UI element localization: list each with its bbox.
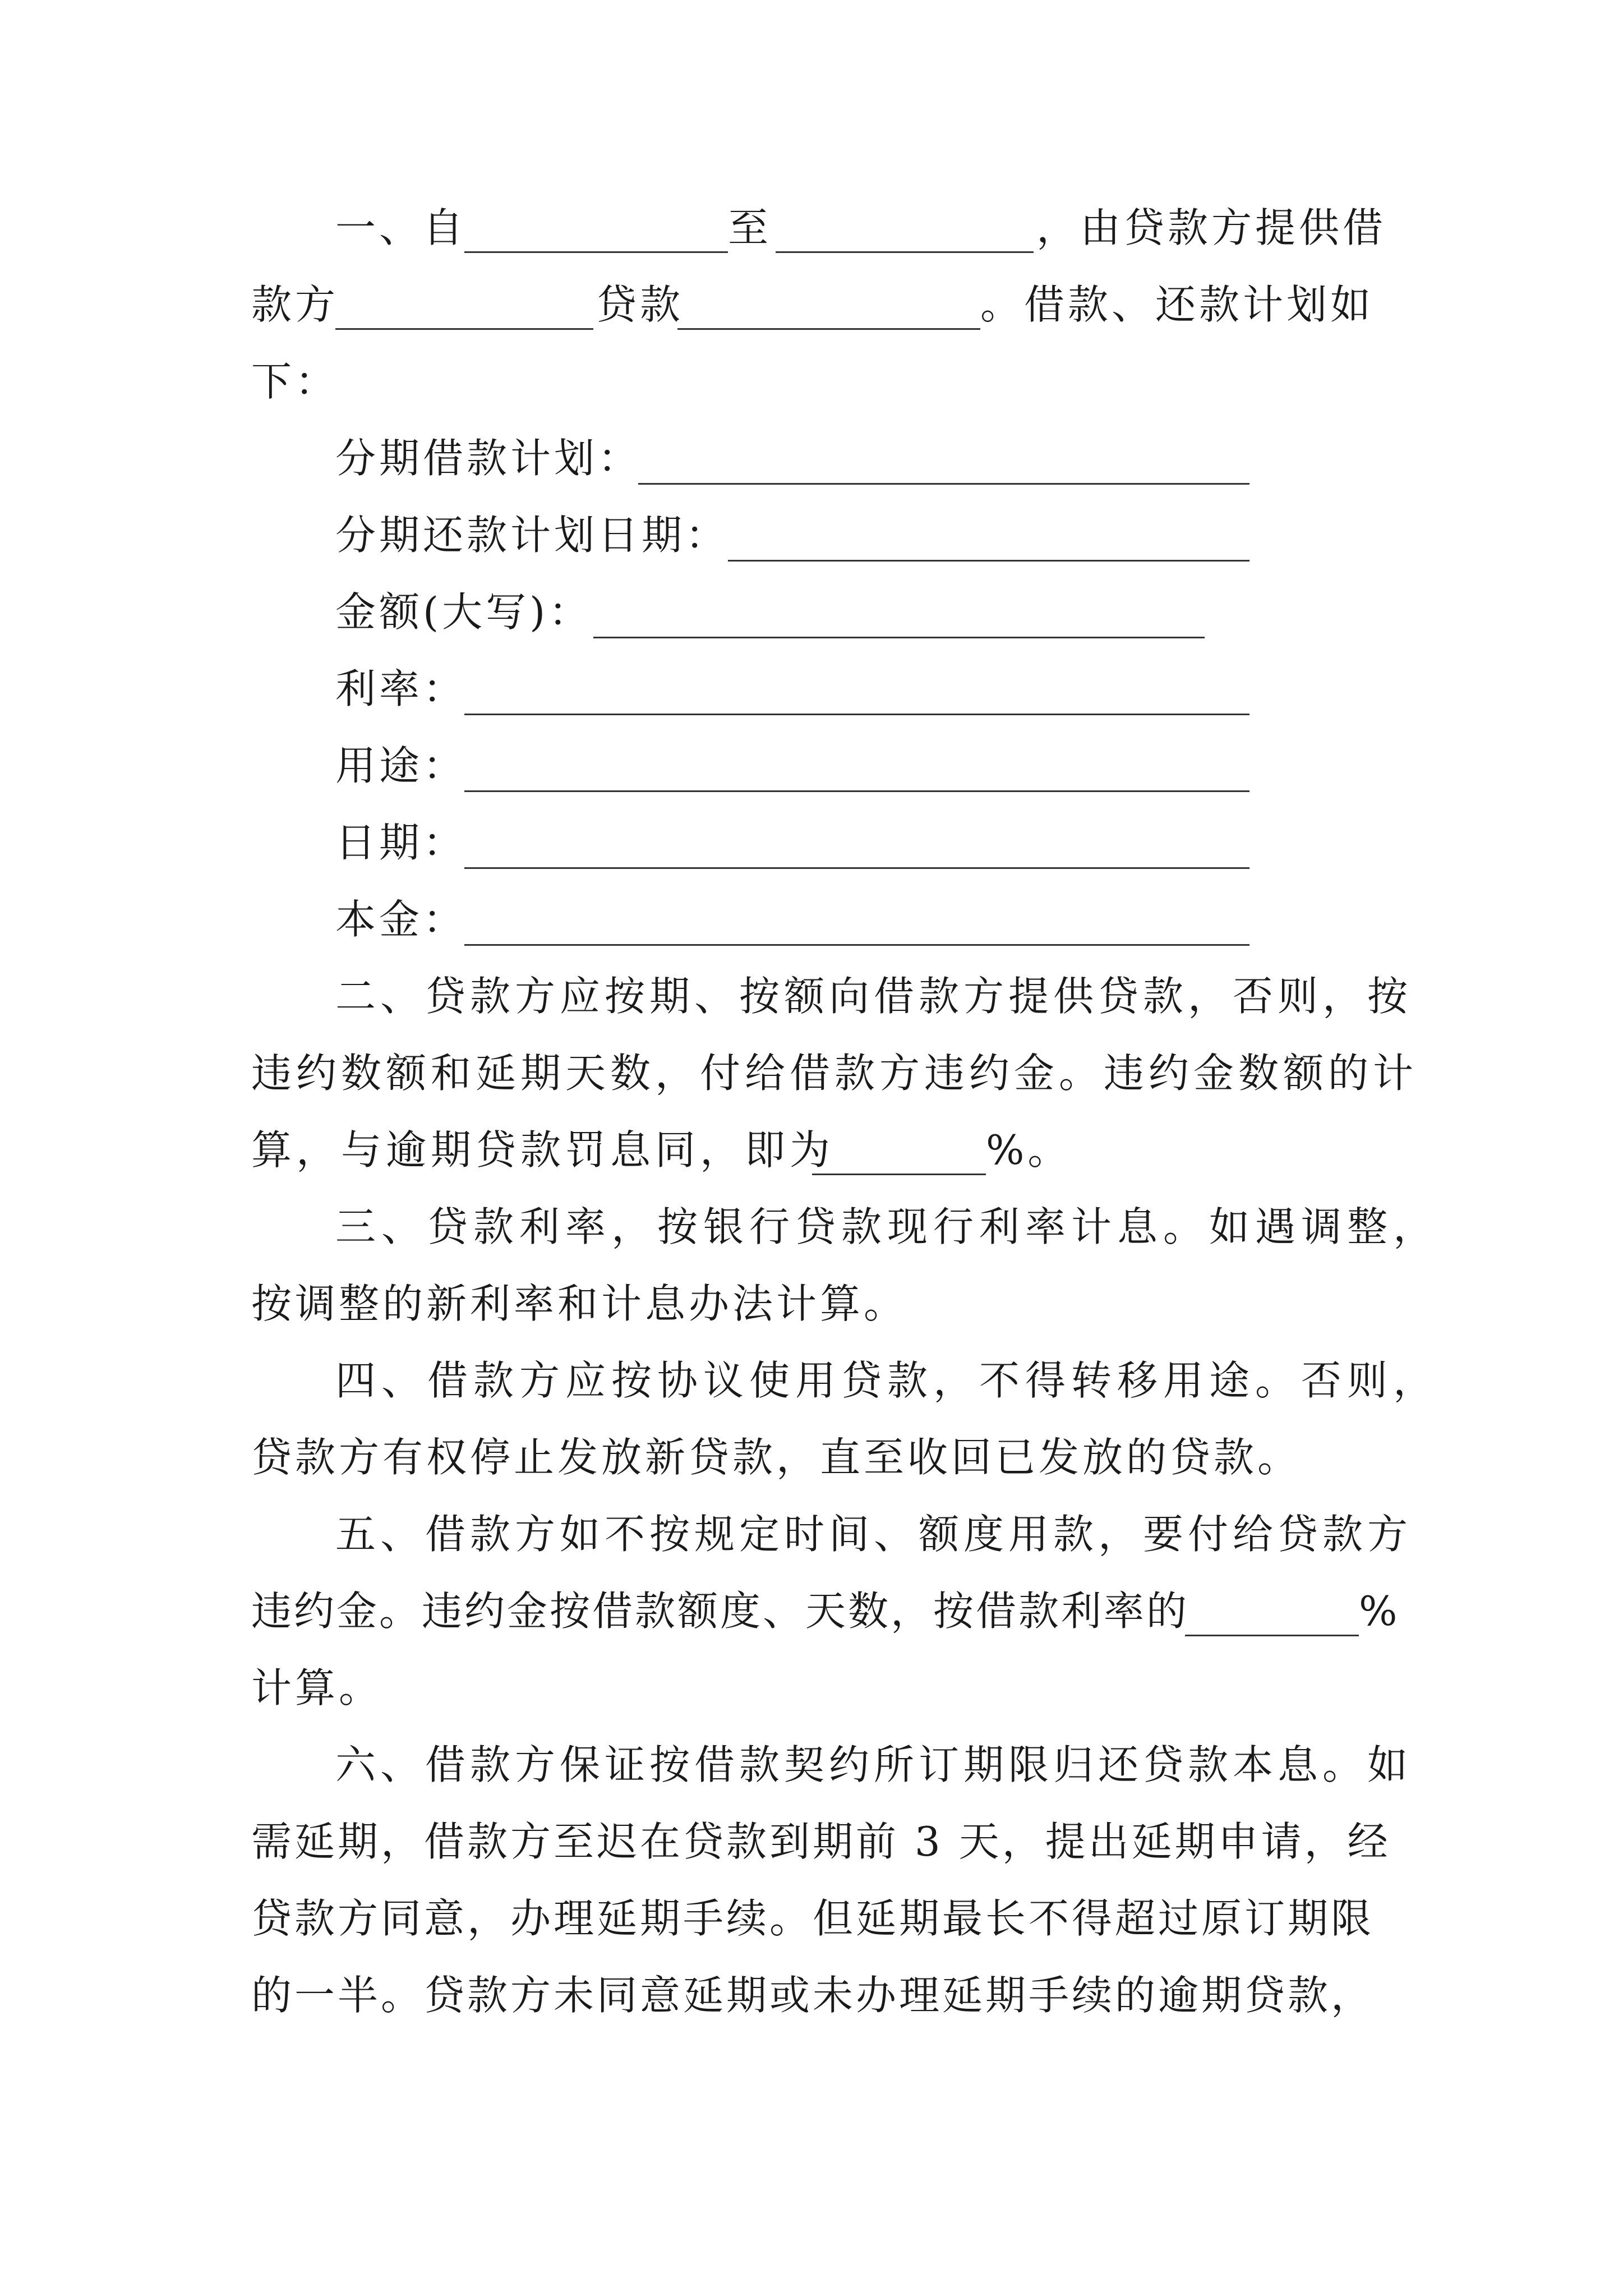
document-page [251, 190, 1440, 2034]
clause-1-text-f: 。借款、还款计划如 [980, 281, 1375, 328]
clause-2-text-3a: 算，与逾期贷款罚息同，即为 [251, 1126, 835, 1174]
clause-5-text-3: 计算。 [251, 1664, 383, 1711]
clause-5-line-1 [251, 1496, 1413, 1573]
clause-6-line-3 [251, 1880, 1384, 1957]
clause-1-text-c: ，由贷款方提供借 [1036, 204, 1387, 251]
end-date-blank[interactable] [776, 251, 1034, 253]
clause-5-text-1: 五、借款方如不按规定时间、额度用款，要付给贷款方 [335, 1511, 1413, 1558]
clause-5-text-2b: % [1359, 1588, 1401, 1635]
field-amount-uppercase [251, 574, 1384, 651]
principal-blank[interactable] [464, 944, 1249, 946]
field-label: 本金： [335, 896, 467, 943]
clause-1-line-3 [251, 343, 1384, 420]
clause-3-text-1: 三、贷款利率，按银行贷款现行利率计息。如遇调整， [335, 1203, 1440, 1250]
interest-rate-blank[interactable] [464, 714, 1249, 715]
field-label: 用途： [335, 742, 467, 789]
clause-6-line-2 [251, 1803, 1391, 1880]
installment-plan-blank[interactable] [638, 483, 1249, 485]
clause-1-text-e: 贷款 [596, 281, 684, 328]
clause-3-line-1 [251, 1189, 1440, 1266]
clause-2-line-2 [251, 1035, 1418, 1112]
clause-6-line-4 [251, 1957, 1384, 2034]
clause-6-text-2: 需延期，借款方至迟在贷款到期前 3 天，提出延期申请，经 [251, 1818, 1391, 1865]
start-date-blank[interactable] [464, 251, 728, 253]
clause-3-line-2 [251, 1266, 1384, 1342]
clause-6-text-3: 贷款方同意，办理延期手续。但延期最长不得超过原订期限 [251, 1895, 1375, 1942]
field-repayment-date [251, 497, 1384, 574]
clause-6-text-1: 六、借款方保证按借款契约所订期限归还贷款本息。如 [335, 1741, 1413, 1788]
clause-6-text-4: 的一半。贷款方未同意延期或未办理延期手续的逾期贷款， [251, 1972, 1375, 2019]
clause-5-line-3 [251, 1650, 1384, 1727]
amount-uppercase-blank[interactable] [593, 637, 1205, 638]
purpose-blank[interactable] [464, 790, 1249, 792]
clause-2-text-3b: %。 [986, 1126, 1072, 1174]
field-installment-plan [251, 420, 1384, 497]
clause-5-line-2 [251, 1573, 1401, 1650]
clause-1-text-b: 至 [728, 204, 772, 251]
clause-3-text-2: 按调整的新利率和计息办法计算。 [251, 1280, 908, 1327]
clause-2-line-1 [251, 958, 1413, 1035]
penalty-rate-blank[interactable] [812, 1174, 986, 1175]
clause-1-text-d: 款方 [251, 281, 339, 328]
clause-2-text-1: 二、贷款方应按期、按额向借款方提供贷款，否则，按 [335, 973, 1413, 1020]
field-label: 分期借款计划： [335, 435, 642, 482]
field-interest-rate [251, 651, 1384, 728]
borrower-blank[interactable] [335, 328, 593, 330]
loan-amount-blank[interactable] [677, 328, 980, 330]
field-date [251, 804, 1384, 881]
field-label: 利率： [335, 665, 467, 712]
clause-6-line-1 [251, 1727, 1413, 1803]
clause-4-line-2 [251, 1419, 1384, 1496]
field-purpose [251, 728, 1384, 804]
field-label: 分期还款计划日期： [335, 512, 730, 559]
clause-1-text-g: 下： [251, 358, 339, 405]
field-principal [251, 881, 1384, 958]
clause-4-text-1: 四、借款方应按协议使用贷款，不得转移用途。否则， [335, 1357, 1440, 1404]
overdue-rate-blank[interactable] [1185, 1635, 1359, 1636]
clause-4-text-2: 贷款方有权停止发放新贷款，直至收回已发放的贷款。 [251, 1434, 1302, 1481]
repayment-date-blank[interactable] [728, 560, 1249, 562]
clause-2-text-2: 违约数额和延期天数，付给借款方违约金。违约金数额的计 [251, 1050, 1418, 1097]
clause-1-line-1 [251, 190, 1387, 266]
clause-2-line-3 [251, 1112, 1384, 1189]
date-blank[interactable] [464, 867, 1249, 869]
clause-5-text-2a: 违约金。违约金按借款额度、天数，按借款利率的 [251, 1588, 1189, 1635]
clause-1-text-a: 一、自 [335, 204, 467, 251]
clause-4-line-1 [251, 1342, 1440, 1419]
clause-1-line-2 [251, 266, 1384, 343]
field-label: 金额(大写)： [335, 588, 593, 636]
field-label: 日期： [335, 819, 467, 866]
